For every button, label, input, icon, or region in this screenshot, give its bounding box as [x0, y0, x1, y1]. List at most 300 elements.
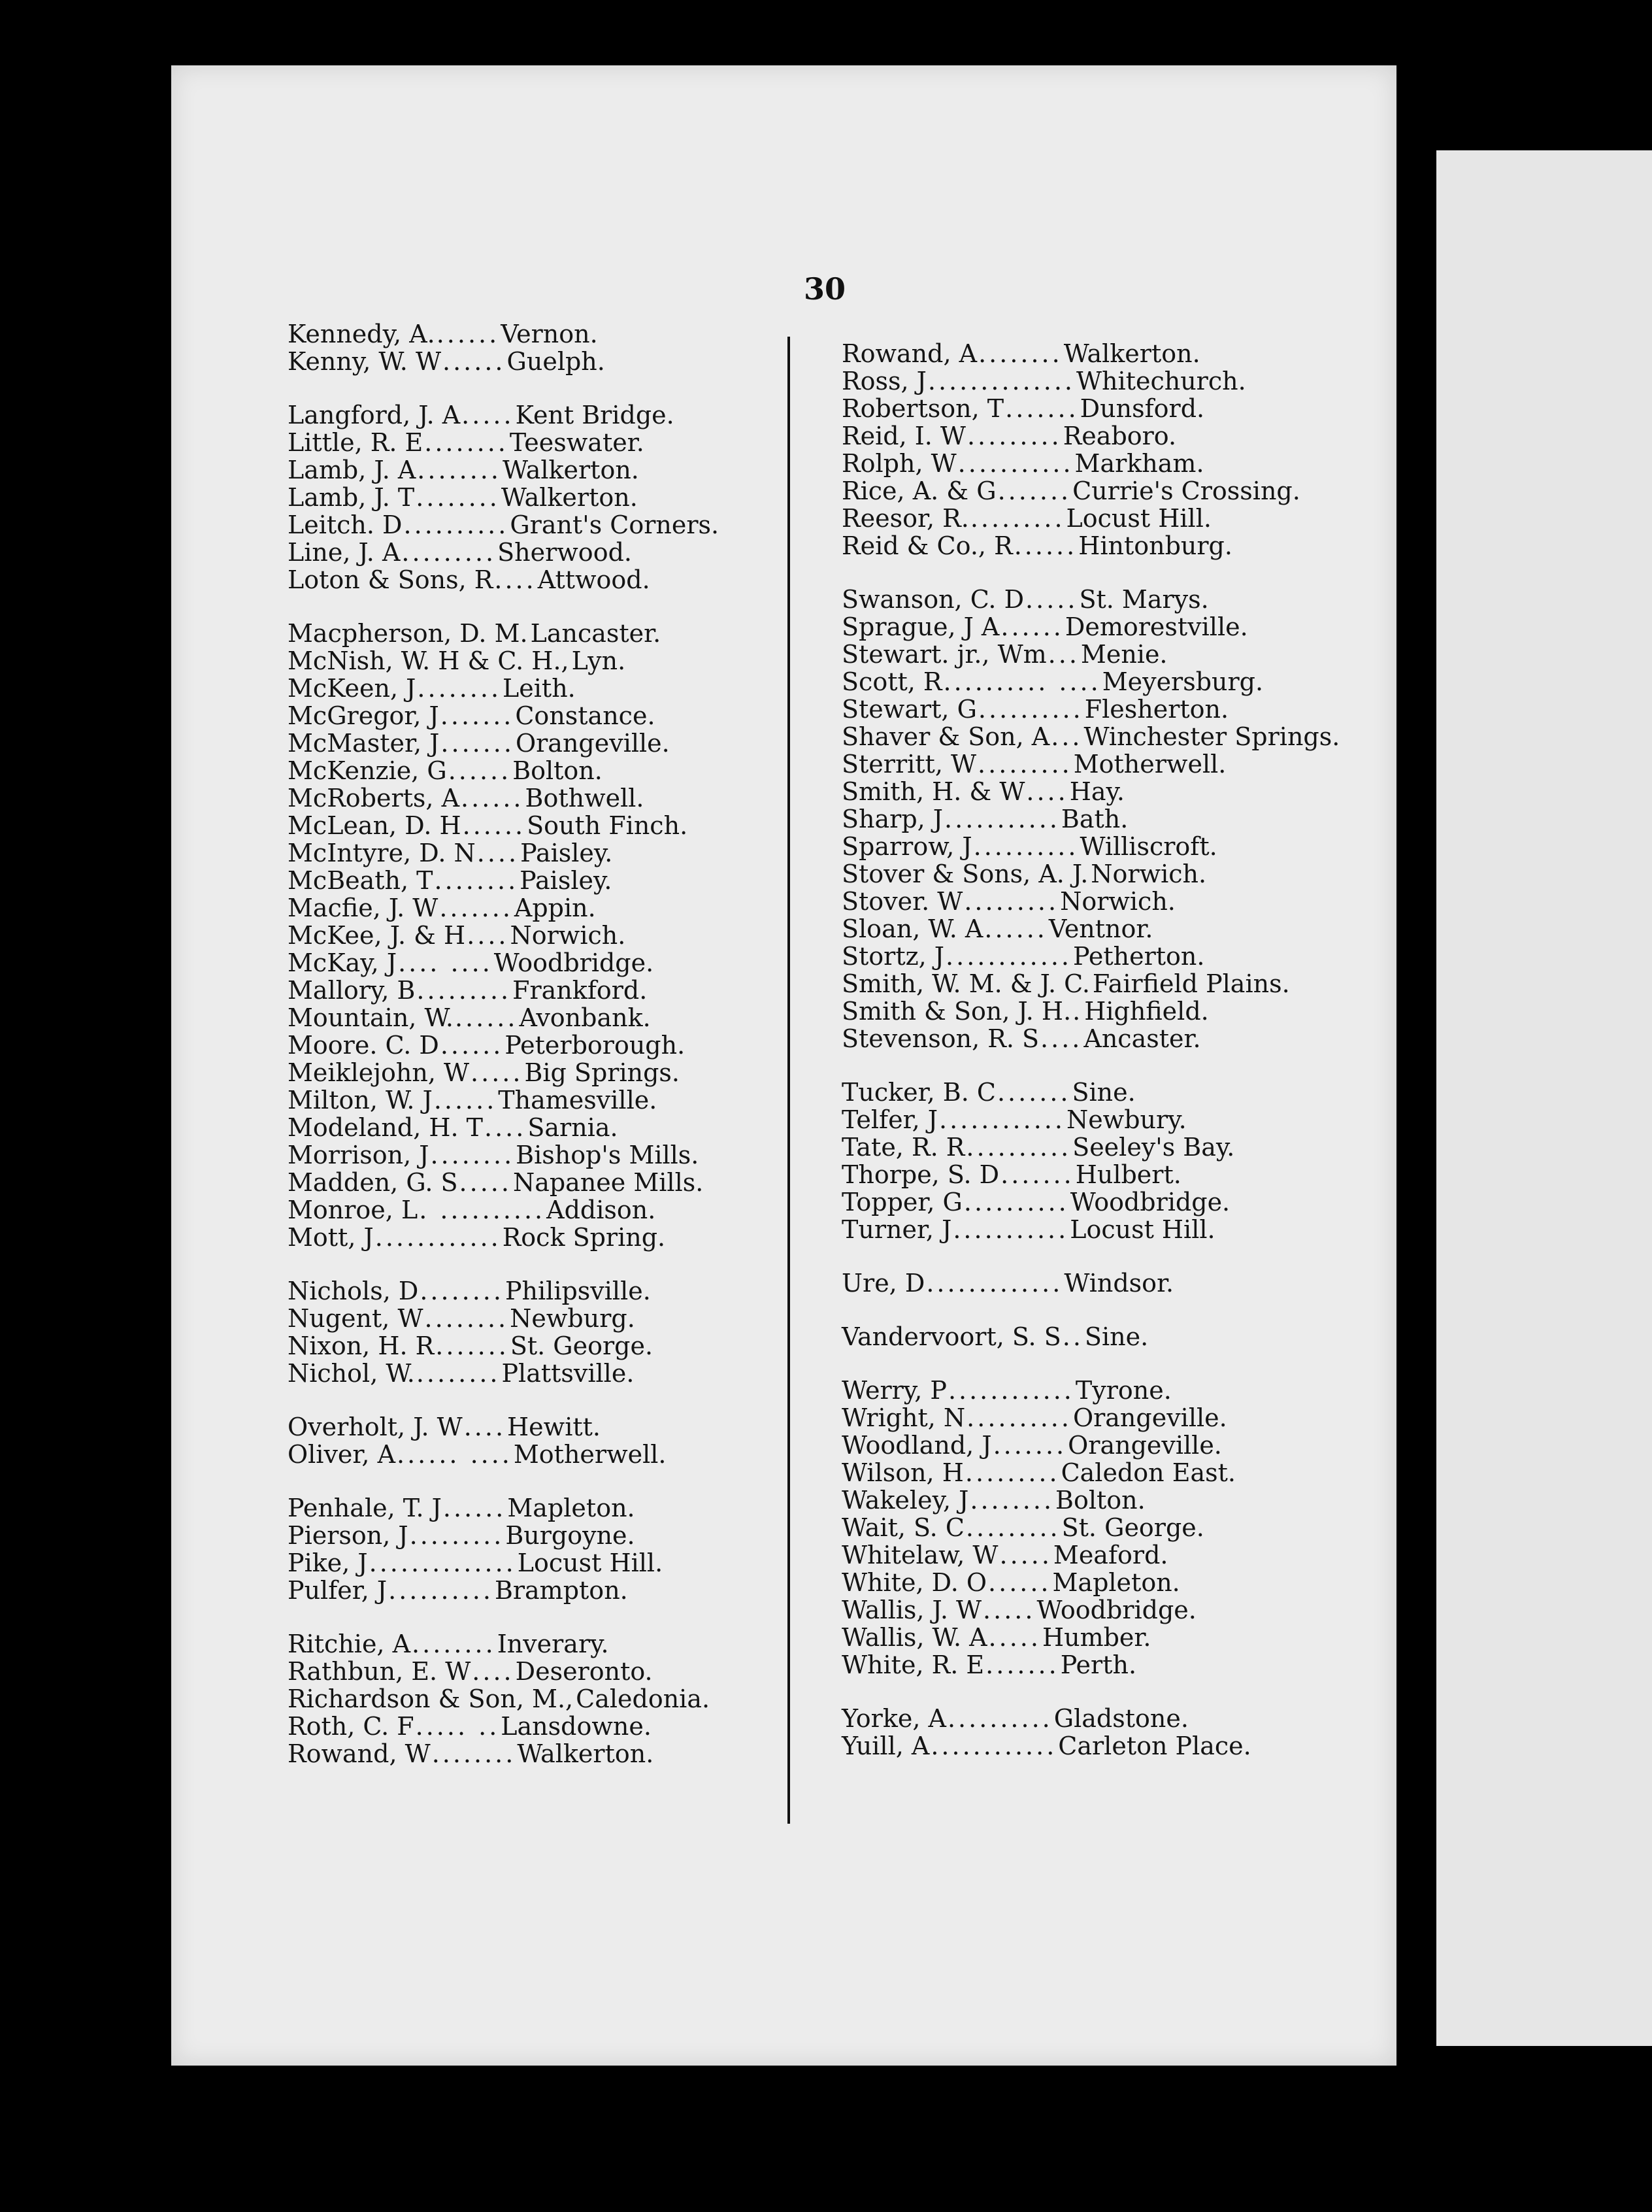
entry-leader-dots: ........ [424, 1304, 509, 1333]
entry-leader-dots: ........ [430, 1141, 515, 1169]
right-column [842, 340, 1495, 1786]
entry-name: Swanson, C. D [842, 585, 1025, 614]
directory-entry [842, 340, 1495, 367]
entry-name: White, D. O [842, 1568, 987, 1597]
entry-name: Line, J. A [288, 538, 401, 567]
entry-leader-dots: ..... .. [415, 1712, 500, 1741]
entry-place: Woodbridge. [493, 948, 654, 977]
entry-group [842, 586, 1495, 1052]
directory-entry [842, 1161, 1495, 1188]
entry-place: Demorestville. [1065, 612, 1248, 641]
entry-name: Ross, J [842, 367, 927, 395]
entry-leader-dots: ...... [448, 756, 512, 785]
entry-name: Rowand, A [842, 339, 978, 368]
entry-name: McKenzie, G [288, 756, 447, 785]
entry-leader-dots: .... [484, 1113, 527, 1142]
entry-name: Overholt, J. W [288, 1413, 463, 1441]
entry-name: Stewart, G [842, 695, 977, 724]
entry-leader-dots: .... [472, 1657, 514, 1686]
entry-place: Teeswater. [509, 428, 644, 457]
entry-name: Macfie, J. W [288, 894, 438, 922]
entry-name: Tucker, B. C [842, 1078, 996, 1107]
entry-place: Highfield. [1084, 997, 1209, 1026]
entry-name: Modeland, H. T [288, 1113, 484, 1142]
entry-name: Wilson, H [842, 1458, 964, 1487]
entry-leader-dots: ...... [462, 811, 526, 840]
entry-name: Reid, I. W [842, 422, 966, 450]
entry-place: Vernon. [501, 320, 598, 348]
entry-name: McKay, J [288, 948, 397, 977]
entry-place: Thamesville. [498, 1086, 657, 1114]
directory-entry [842, 888, 1495, 915]
entry-leader-dots: ........ [417, 674, 502, 703]
entry-place: South Finch. [527, 811, 688, 840]
directory-entry [842, 505, 1495, 532]
entry-place: Sine. [1084, 1322, 1149, 1351]
entry-name: Yuill, A [842, 1732, 930, 1760]
entry-leader-dots: .... [467, 921, 509, 950]
entry-name: Vandervoort, S. S [842, 1322, 1061, 1351]
entry-place: Norwich. [1060, 887, 1176, 916]
entry-name: McLean, D. H [288, 811, 461, 840]
directory-entry [842, 1133, 1495, 1161]
entry-name: Pulfer, J [288, 1576, 388, 1605]
entry-name: Rolph, W [842, 449, 957, 478]
directory-entry [842, 1651, 1495, 1679]
entry-name: Penhale, T. J [288, 1494, 442, 1522]
entry-name: Wakeley, J [842, 1486, 969, 1515]
directory-entry [842, 1404, 1495, 1432]
entry-leader-dots: ...... [454, 1003, 518, 1032]
directory-entry [842, 1459, 1495, 1486]
entry-place: Whitechurch. [1076, 367, 1246, 395]
entry-name: McBeath, T [288, 866, 433, 895]
entry-place: St. George. [1061, 1513, 1204, 1542]
directory-entry [842, 1106, 1495, 1133]
entry-place: Philipsville. [504, 1277, 651, 1305]
entry-leader-dots: ...... [433, 1086, 497, 1114]
entry-place: Seeley's Bay. [1072, 1133, 1235, 1162]
entry-leader-dots: ....... [997, 1078, 1071, 1107]
entry-place: Locust Hill. [1066, 504, 1212, 533]
entry-leader-dots: ............. [926, 1269, 1063, 1298]
entry-group [842, 1323, 1495, 1350]
entry-leader-dots: ......... [966, 422, 1062, 450]
entry-name: Turner, J [842, 1215, 952, 1244]
entry-place: Currie's Crossing. [1072, 477, 1300, 505]
entry-place: Orangeville. [515, 729, 670, 758]
entry-place: Gladstone. [1053, 1704, 1189, 1733]
entry-name: Smith, W. M. & J. C. [842, 969, 1090, 998]
entry-leader-dots: . .......... [419, 1196, 546, 1224]
directory-entry [842, 970, 1495, 997]
entry-leader-dots: .... .... [398, 948, 493, 977]
entry-name: Kenny, W. W [288, 347, 442, 376]
entry-place: Guelph. [506, 347, 605, 376]
entry-place: Burgoyne. [505, 1521, 635, 1550]
entry-place: Hay. [1069, 777, 1125, 806]
entry-name: Smith & Son, J. H. [842, 997, 1072, 1026]
entry-place: Norwich. [510, 921, 626, 950]
directory-entry [842, 1486, 1495, 1514]
entry-group [842, 1269, 1495, 1297]
entry-name: White, R. E [842, 1651, 985, 1679]
directory-entry [842, 1377, 1495, 1404]
entry-leader-dots: ......... [965, 1513, 1061, 1542]
directory-entry [842, 1705, 1495, 1732]
entry-leader-dots: .... [1026, 777, 1068, 806]
entry-name: Yorke, A [842, 1704, 946, 1733]
directory-entry [842, 778, 1495, 805]
entry-place: Hulbert. [1075, 1160, 1181, 1189]
page-number: 30 [804, 271, 846, 307]
entry-name: Loton & Sons, R [288, 565, 493, 594]
directory-entry [842, 1432, 1495, 1459]
directory-entry [842, 1025, 1495, 1052]
entry-name: Sparrow, J [842, 832, 972, 861]
entry-place: Bath. [1061, 805, 1129, 833]
entry-name: Kennedy, A. [288, 320, 435, 348]
entry-leader-dots: ...... [461, 784, 524, 813]
entry-name: Meiklejohn, W [288, 1058, 470, 1087]
entry-place: Lancaster. [530, 619, 661, 648]
entry-name: Wallis, W. A [842, 1623, 987, 1652]
entry-leader-dots: ............ [931, 1732, 1057, 1760]
entry-name: Mott, J [288, 1223, 374, 1252]
entry-name: Morrison, J [288, 1141, 429, 1169]
entry-leader-dots: ...... [1014, 531, 1078, 560]
entry-place: Leith. [503, 674, 576, 703]
entry-leader-dots: ......... [416, 976, 512, 1005]
entry-name: McKeen, J [288, 674, 416, 703]
entry-place: Meyersburg. [1102, 667, 1264, 696]
entry-name: Moore. C. D [288, 1031, 439, 1060]
entry-leader-dots: ...... [988, 1568, 1051, 1597]
entry-name: Sterritt, W [842, 750, 977, 779]
entry-name: Sloan, W. A [842, 914, 983, 943]
entry-name: Werry, P [842, 1376, 947, 1405]
entry-name: Mountain, W. [288, 1003, 454, 1032]
entry-name: Ritchie, A [288, 1630, 411, 1658]
entry-name: Rathbun, E. W [288, 1657, 471, 1686]
entry-group [842, 1079, 1495, 1243]
entry-name: McMaster, J [288, 729, 440, 758]
entry-leader-dots: ......... [409, 1521, 504, 1550]
entry-leader-dots: .... [463, 1413, 506, 1441]
entry-leader-dots: ...... [442, 1494, 506, 1522]
entry-name: Leitch. D [288, 511, 403, 539]
entry-place: Hewitt. [507, 1413, 601, 1441]
directory-entry [842, 997, 1495, 1025]
entry-leader-dots: ........ [416, 1359, 501, 1388]
entry-leader-dots: ........... [953, 1215, 1069, 1244]
entry-leader-dots: ....... [993, 1431, 1067, 1460]
entry-leader-dots: ..... [999, 1541, 1052, 1569]
entry-leader-dots: .. [1062, 1322, 1083, 1351]
entry-place: Caledon East. [1061, 1458, 1236, 1487]
entry-leader-dots: ...... [984, 914, 1048, 943]
entry-leader-dots: ....... [440, 729, 514, 758]
entry-place: Locust Hill. [517, 1549, 663, 1577]
entry-name: Stover & Sons, A. J. [842, 860, 1089, 888]
entry-place: Deseronto. [515, 1657, 653, 1686]
entry-leader-dots: ............ [948, 1376, 1074, 1405]
entry-name: Stover. W [842, 887, 963, 916]
entry-name: Tate, R. R [842, 1133, 965, 1162]
entry-place: Menie. [1080, 640, 1168, 669]
entry-leader-dots: ...... [436, 320, 500, 348]
entry-place: Bothwell. [525, 784, 644, 813]
directory-entry [842, 586, 1495, 613]
directory-entry [842, 422, 1495, 450]
entry-place: Walkerton. [1063, 339, 1200, 368]
entry-place: Mapleton. [507, 1494, 635, 1522]
entry-leader-dots: ....... [439, 894, 513, 922]
entry-leader-dots: .......... [388, 1576, 493, 1605]
entry-place: Lansdowne. [501, 1712, 652, 1741]
entry-place: Sherwood. [497, 538, 632, 567]
directory-entry [842, 613, 1495, 641]
entry-leader-dots: ......... [970, 504, 1065, 533]
entry-place: Appin. [514, 894, 596, 922]
entry-leader-dots: . [1072, 997, 1083, 1026]
directory-entry [842, 450, 1495, 477]
entry-place: Brampton. [494, 1576, 628, 1605]
entry-place: Ancaster. [1083, 1024, 1201, 1053]
entry-place: Winchester Springs. [1083, 722, 1340, 751]
entry-leader-dots: ..... [983, 1596, 1036, 1624]
entry-name: Little, R. E [288, 428, 423, 457]
entry-name: Sharp, J [842, 805, 944, 833]
entry-leader-dots: ...... [442, 347, 506, 376]
entry-place: Bishop's Mills. [516, 1141, 699, 1169]
entry-name: Oliver, A [288, 1440, 396, 1469]
directory-entry [842, 477, 1495, 505]
entry-place: Frankford. [512, 976, 648, 1005]
directory-entry [842, 1079, 1495, 1106]
entry-place: Windsor. [1064, 1269, 1174, 1298]
entry-name: McGregor, J [288, 701, 439, 730]
directory-entry [842, 1216, 1495, 1243]
entry-leader-dots: ..... [471, 1058, 523, 1087]
entry-place: Hintonburg. [1078, 531, 1232, 560]
entry-place: Bolton. [512, 756, 603, 785]
entry-name: Reid & Co., R [842, 531, 1013, 560]
entry-group [842, 1705, 1495, 1760]
entry-name: Madden, G. S [288, 1168, 458, 1197]
entry-place: Napanee Mills. [512, 1168, 704, 1197]
entry-name: Wallis, J. W [842, 1596, 982, 1624]
directory-entry [842, 1596, 1495, 1624]
directory-entry [842, 723, 1495, 750]
entry-name: Monroe, L [288, 1196, 418, 1224]
entry-place: Reaboro. [1063, 422, 1177, 450]
entry-name: Lamb, J. T [288, 483, 415, 512]
entry-name: Thorpe, S. D [842, 1160, 1000, 1189]
entry-name: Robertson, T [842, 394, 1004, 423]
entry-leader-dots: .......... [966, 1133, 1072, 1162]
entry-leader-dots: ........ [431, 1739, 516, 1768]
entry-name: Wright, N [842, 1403, 966, 1432]
entry-name: McKee, J. & H [288, 921, 466, 950]
directory-entry [842, 915, 1495, 943]
directory-entry [842, 833, 1495, 860]
entry-name: Langford, J. A [288, 401, 461, 429]
entry-name: Stewart. jr., Wm [842, 640, 1047, 669]
entry-leader-dots: ........ [417, 456, 501, 484]
entry-leader-dots: ......... [965, 1458, 1060, 1487]
entry-name: Telfer, J [842, 1105, 938, 1134]
entry-leader-dots: ........ [420, 1277, 504, 1305]
directory-entry [842, 860, 1495, 888]
entry-leader-dots: .......... [966, 1403, 1072, 1432]
entry-place: Lyn. [571, 646, 626, 675]
directory-entry [842, 805, 1495, 833]
entry-leader-dots: ..... [461, 401, 514, 429]
entry-leader-dots: .......... [978, 695, 1083, 724]
entry-place: Markham. [1074, 449, 1204, 478]
entry-place: Paisley. [520, 866, 612, 895]
entry-name: Rowand, W [288, 1739, 431, 1768]
directory-entry [842, 668, 1495, 695]
entry-name: Nichols, D [288, 1277, 419, 1305]
entry-place: St. Marys. [1079, 585, 1209, 614]
entry-place: Inverary. [497, 1630, 609, 1658]
entry-place: Newbury. [1066, 1105, 1187, 1134]
entry-place: Newburg. [510, 1304, 635, 1333]
entry-leader-dots: ........ [434, 866, 519, 895]
entry-place: Bolton. [1055, 1486, 1146, 1515]
entry-leader-dots: ............ [946, 942, 1072, 971]
entry-place: Williscroft. [1080, 832, 1217, 861]
entry-leader-dots: ............ [938, 1105, 1065, 1134]
entry-place: Walkerton. [517, 1739, 654, 1768]
directory-entry [842, 1269, 1495, 1297]
entry-name: Macpherson, D. M. [288, 619, 528, 648]
entry-place: Perth. [1060, 1651, 1137, 1679]
entry-name: McIntyre, D. N [288, 839, 476, 867]
entry-leader-dots: ... [1048, 640, 1080, 669]
entry-leader-dots: ....... [1000, 1160, 1074, 1189]
entry-leader-dots: ...... [440, 1031, 504, 1060]
entry-place: Carleton Place. [1058, 1732, 1251, 1760]
entry-place: Attwood. [537, 565, 650, 594]
entry-name: Nichol, W. [288, 1359, 415, 1388]
directory-entry [842, 695, 1495, 723]
entry-place: Meaford. [1053, 1541, 1168, 1569]
entry-name: McNish, W. H & C. H., [288, 646, 569, 675]
entry-leader-dots: ............ [374, 1223, 501, 1252]
entry-place: Petherton. [1072, 942, 1205, 971]
entry-name: Ure, D [842, 1269, 925, 1298]
directory-entry [842, 1188, 1495, 1216]
entry-place: Walkerton. [501, 483, 638, 512]
directory-entry [842, 532, 1495, 560]
entry-leader-dots: ...... .... [397, 1440, 512, 1469]
entry-name: Shaver & Son, A [842, 722, 1050, 751]
entry-leader-dots: ........... [944, 805, 1060, 833]
entry-leader-dots: ..... [459, 1168, 512, 1197]
entry-place: Walkerton. [502, 456, 639, 484]
entry-place: Plattsville. [501, 1359, 635, 1388]
entry-place: Ventnor. [1048, 914, 1153, 943]
entry-place: Caledonia. [576, 1684, 710, 1713]
entry-name: Scott, R [842, 667, 942, 696]
entry-leader-dots: .......... [947, 1704, 1053, 1733]
entry-leader-dots: ... [1051, 722, 1083, 751]
entry-place: Sarnia. [527, 1113, 618, 1142]
directory-entry [842, 1569, 1495, 1596]
entry-leader-dots: ........ [416, 483, 500, 512]
entry-place: Peterborough. [504, 1031, 686, 1060]
entry-name: Stevenson, R. S [842, 1024, 1040, 1053]
entry-place: Mapleton. [1052, 1568, 1180, 1597]
directory-entry [842, 395, 1495, 422]
entry-leader-dots: .... [1040, 1024, 1083, 1053]
directory-entry [842, 1514, 1495, 1541]
entry-place: Avonbank. [519, 1003, 651, 1032]
entry-leader-dots: ........ [970, 1486, 1055, 1515]
entry-leader-dots: ........ [978, 339, 1063, 368]
entry-name: Nixon, H. R [288, 1332, 435, 1360]
entry-place: Fairfield Plains. [1092, 969, 1290, 998]
entry-leader-dots: ....... [435, 1332, 509, 1360]
entry-name: Sprague, J A [842, 612, 1000, 641]
entry-leader-dots: .......... [973, 832, 1079, 861]
entry-place: Tyrone. [1075, 1376, 1172, 1405]
entry-name: McRoberts, A [288, 784, 460, 813]
entry-leader-dots: ....... [985, 1651, 1059, 1679]
entry-name: Milton, W. J [288, 1086, 433, 1114]
entry-leader-dots: .......... [963, 1188, 1069, 1216]
entry-place: Locust Hill. [1070, 1215, 1215, 1244]
entry-place: Motherwell. [1073, 750, 1227, 779]
entry-leader-dots: .............. [927, 367, 1075, 395]
entry-place: Kent Bridge. [515, 401, 674, 429]
entry-name: Mallory, B [288, 976, 416, 1005]
entry-name: Woodland, J [842, 1431, 992, 1460]
entry-place: Woodbridge. [1036, 1596, 1197, 1624]
entry-name: Rice, A. & G [842, 477, 997, 505]
entry-place: Paisley. [520, 839, 613, 867]
entry-leader-dots: ........ [412, 1630, 496, 1658]
entry-name: Smith, H. & W [842, 777, 1025, 806]
entry-place: Norwich. [1091, 860, 1207, 888]
entry-name: Pierson, J [288, 1521, 408, 1550]
directory-entry [842, 750, 1495, 778]
entry-leader-dots: ......... [964, 887, 1059, 916]
directory-entry [842, 1624, 1495, 1651]
directory-entry [842, 943, 1495, 970]
entry-place: Motherwell. [513, 1440, 667, 1469]
entry-place: Big Springs. [524, 1058, 680, 1087]
directory-entry [842, 1732, 1495, 1760]
entry-place: Constance. [515, 701, 655, 730]
entry-leader-dots: ..... [1025, 585, 1078, 614]
entry-leader-dots: ........... [957, 449, 1074, 478]
entry-name: Reesor, R. [842, 504, 969, 533]
directory-entry [842, 1323, 1495, 1350]
entry-leader-dots: .... [476, 839, 520, 867]
entry-place: Orangeville. [1072, 1403, 1227, 1432]
entry-place: Orangeville. [1068, 1431, 1222, 1460]
entry-place: Sine. [1072, 1078, 1136, 1107]
entry-leader-dots: ....... [1005, 394, 1079, 423]
entry-leader-dots: ....... [997, 477, 1072, 505]
entry-leader-dots: .......... [403, 511, 509, 539]
entry-name: Roth, C. F [288, 1712, 414, 1741]
entry-name: Pike, J [288, 1549, 368, 1577]
